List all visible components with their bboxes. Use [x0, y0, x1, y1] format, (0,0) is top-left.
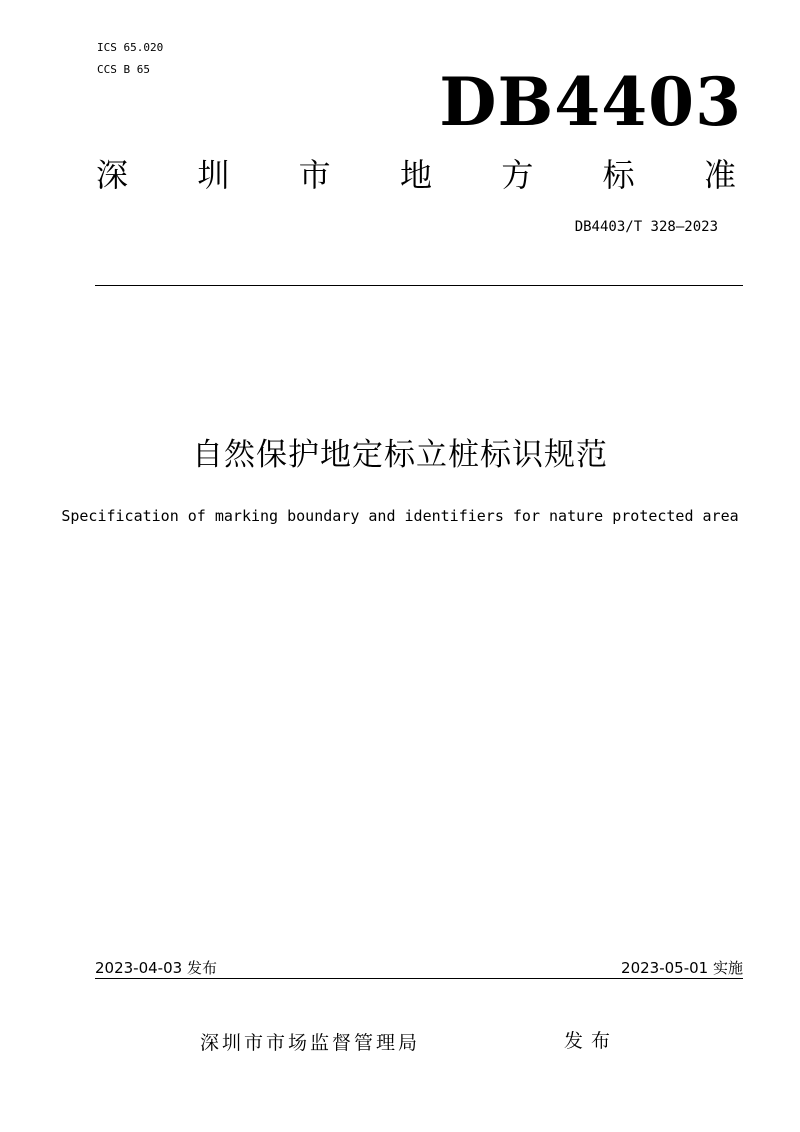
publish-label: 发布 [564, 1030, 619, 1052]
standard-mark: DB4403 [439, 63, 742, 141]
standard-type [96, 152, 736, 198]
standard-type-char: 深 [96, 156, 129, 194]
issue-date: 2023-04-03 发布 [95, 959, 217, 977]
ccs-code: CCS B 65 [97, 63, 150, 76]
title-chinese: 自然保护地定标立桩标识规范 [192, 437, 608, 473]
standard-type-char: 方 [501, 156, 534, 194]
standard-number: DB4403/T 328—2023 [574, 219, 718, 235]
standard-type-char: 圳 [197, 156, 230, 194]
standard-type-char: 市 [298, 156, 331, 194]
header-divider [95, 285, 743, 286]
standard-type-char: 准 [703, 156, 736, 194]
publisher-name: 深圳市市场监督管理局 [200, 1032, 421, 1054]
standard-type-char: 标 [602, 156, 635, 194]
title-english: Specification of marking boundary and identifiers for nature protected area [61, 507, 739, 525]
standard-type-char: 地 [399, 156, 432, 194]
implementation-date: 2023-05-01 实施 [621, 959, 743, 977]
ics-code: ICS 65.020 [97, 41, 164, 54]
footer-divider [95, 978, 743, 979]
